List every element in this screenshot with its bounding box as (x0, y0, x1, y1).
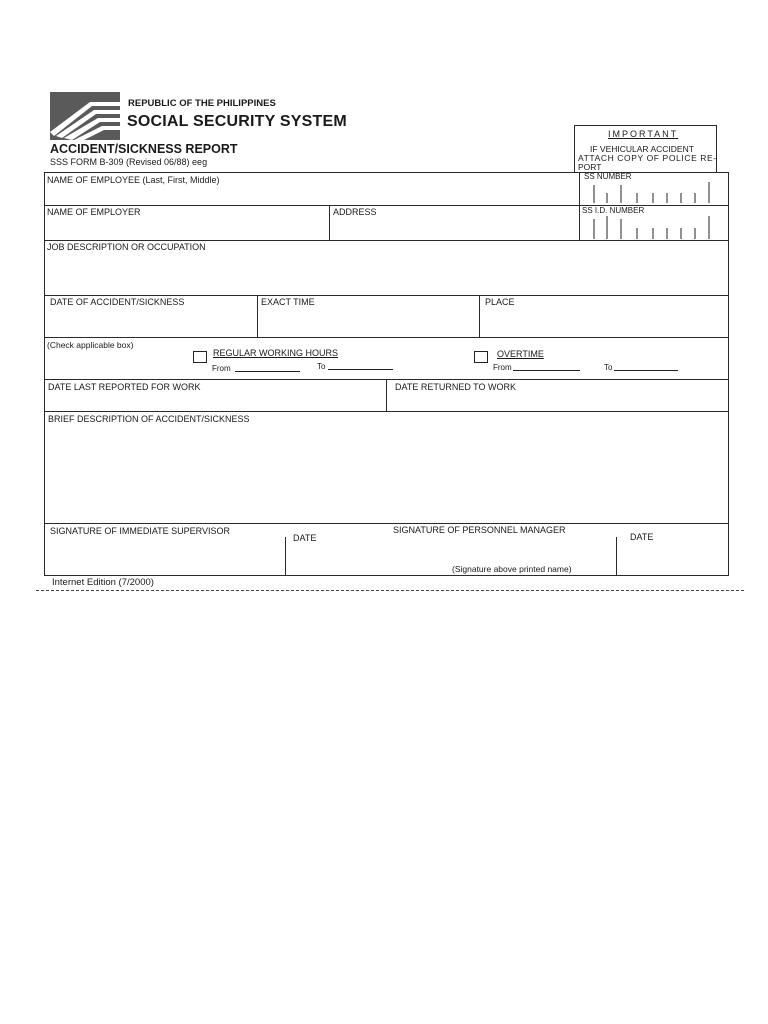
overtime-label: OVERTIME (497, 349, 544, 359)
overtime-to-label: To (604, 363, 613, 372)
regular-from-field[interactable] (235, 371, 300, 372)
place-label: PLACE (485, 297, 515, 307)
important-heading: IMPORTANT (608, 129, 679, 139)
check-box-note: (Check applicable box) (47, 340, 134, 350)
ss-id-number-label: SS I.D. NUMBER (582, 206, 645, 215)
sig-personnel-label: SIGNATURE OF PERSONNEL MANAGER (393, 525, 566, 535)
republic-label: REPUBLIC OF THE PHILIPPINES (128, 98, 276, 109)
overtime-checkbox[interactable] (474, 351, 488, 363)
date-accident-label: DATE OF ACCIDENT/SICKNESS (50, 297, 185, 307)
ss-number-field[interactable] (581, 182, 727, 204)
signature-note: (Signature above printed name) (452, 564, 572, 574)
regular-hours-label: REGULAR WORKING HOURS (213, 348, 339, 358)
supervisor-date-label: DATE (293, 533, 317, 543)
ss-number-label: SS NUMBER (584, 172, 632, 181)
form-title: ACCIDENT/SICKNESS REPORT (50, 142, 238, 156)
overtime-from-label: From (493, 363, 512, 372)
regular-from-label: From (212, 364, 231, 373)
internet-edition: Internet Edition (7/2000) (52, 577, 154, 588)
agency-name: SOCIAL SECURITY SYSTEM (127, 113, 347, 130)
important-line-3: PORT (578, 162, 602, 172)
date-last-reported-label: DATE LAST REPORTED FOR WORK (48, 382, 201, 392)
sig-supervisor-label: SIGNATURE OF IMMEDIATE SUPERVISOR (50, 526, 231, 536)
regular-hours-checkbox[interactable] (193, 351, 207, 363)
brief-description-label: BRIEF DESCRIPTION OF ACCIDENT/SICKNESS (48, 414, 250, 424)
regular-to-field[interactable] (328, 369, 393, 370)
regular-to-label: To (317, 362, 326, 371)
important-line-2: ATTACH COPY OF POLICE RE- (578, 153, 717, 163)
employee-name-label: NAME OF EMPLOYEE (Last, First, Middle) (47, 175, 220, 185)
important-line-1: IF VEHICULAR ACCIDENT (590, 144, 694, 154)
overtime-from-field[interactable] (513, 370, 580, 371)
form-number: SSS FORM B-309 (Revised 06/88) eeg (50, 157, 208, 167)
cut-line (36, 590, 744, 591)
address-label: ADDRESS (333, 207, 377, 217)
overtime-to-field[interactable] (614, 370, 678, 371)
sss-logo (50, 92, 120, 140)
exact-time-label: EXACT TIME (261, 297, 315, 307)
personnel-date-label: DATE (630, 532, 654, 542)
employer-name-label: NAME OF EMPLOYER (47, 207, 141, 217)
ss-id-number-field[interactable] (581, 216, 727, 240)
date-returned-label: DATE RETURNED TO WORK (395, 382, 517, 392)
job-description-label: JOB DESCRIPTION OR OCCUPATION (47, 242, 206, 252)
